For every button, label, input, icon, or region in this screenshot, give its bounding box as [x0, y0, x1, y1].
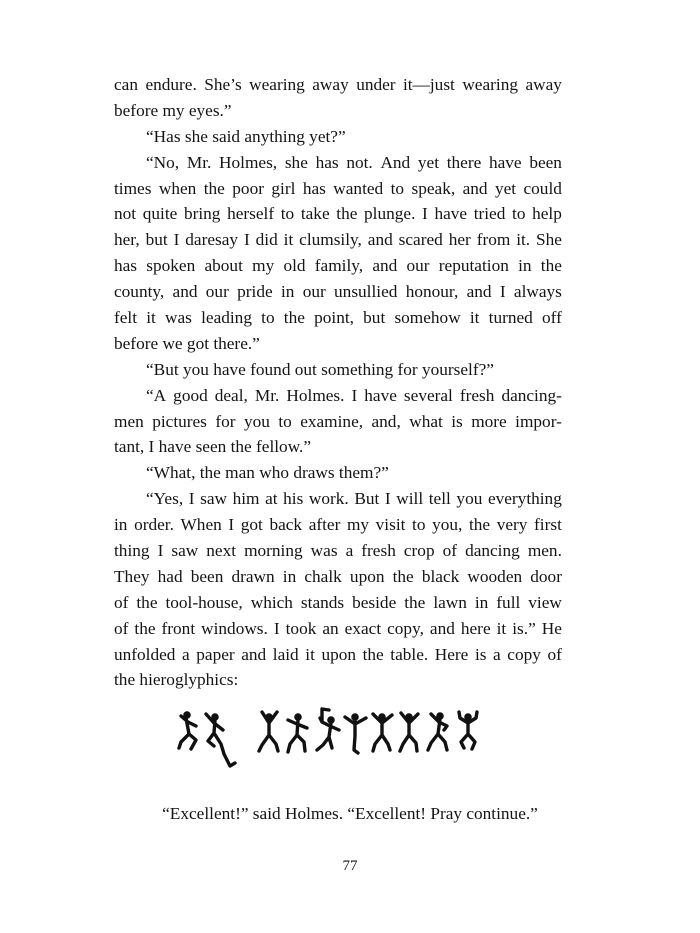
text-line: “But you have found out something for yourself?”	[146, 359, 494, 379]
text-line: thing I saw next morning was a fresh crop of dancing men.	[114, 541, 562, 561]
text-line: county, and our pride in our unsullied honour, and I always	[114, 282, 562, 302]
dancing-man-figure-6	[345, 713, 366, 753]
dancing-man-figure-5	[317, 709, 339, 750]
text-line: not quite bring herself to take the plunge. I have tried to help	[114, 204, 562, 224]
text-line: “Has she said anything yet?”	[146, 126, 346, 146]
text-line: felt it was leading to the point, but somehow it turned off	[114, 308, 562, 328]
dancing-man-figure-4	[288, 713, 307, 752]
body-text	[114, 72, 562, 693]
text-line: can endure. She’s wearing away under it—just wearing away	[114, 75, 562, 94]
page-number: 77	[342, 858, 358, 874]
dancing-man-figure-7	[373, 713, 392, 751]
closing-dialogue-line: “Excellent!” said Holmes. “Excellent! Pray continue.”	[162, 804, 538, 823]
dancing-men-cipher-figure	[172, 706, 502, 774]
text-line: before my eyes.”	[114, 100, 232, 120]
text-line: her, but I daresay I did it clumsily, and scared her from it. She	[114, 230, 562, 250]
text-line: tant, I have seen the fellow.”	[114, 437, 312, 457]
text-line: “Yes, I saw him at his work. But I will tell you everything	[146, 489, 562, 509]
text-line: the hieroglyphics:	[114, 670, 239, 690]
dancing-man-figure-1	[179, 711, 196, 749]
text-line: men pictures for you to examine, and, what is more impor-	[114, 411, 562, 431]
text-line: has spoken about my old family, and our reputation in the	[114, 256, 562, 276]
text-line: “A good deal, Mr. Holmes. I have several fresh dancing-	[146, 385, 562, 405]
text-line: times when the poor girl has wanted to speak, and yet could	[114, 178, 562, 198]
text-line: before we got there.”	[114, 333, 260, 353]
text-line: of the tool-house, which stands beside the lawn in full view	[114, 592, 562, 612]
text-line: “What, the man who draws them?”	[146, 463, 389, 483]
dancing-man-figure-9	[428, 712, 447, 750]
text-line: “No, Mr. Holmes, she has not. And yet there have been	[146, 152, 562, 172]
dancing-man-figure-3	[259, 712, 278, 751]
dancing-man-figure-10	[459, 712, 477, 749]
dancing-man-figure-8	[400, 713, 418, 751]
text-line: of the front windows. I took an exact copy, and here it is.” He	[114, 618, 562, 638]
dancing-man-figure-2	[206, 713, 235, 766]
text-line: unfolded a paper and laid it upon the table. Here is a copy of	[114, 644, 562, 664]
text-line: They had been drawn in chalk upon the black wooden door	[114, 566, 562, 586]
text-line: in order. When I got back after my visit to you, the very first	[114, 515, 562, 535]
